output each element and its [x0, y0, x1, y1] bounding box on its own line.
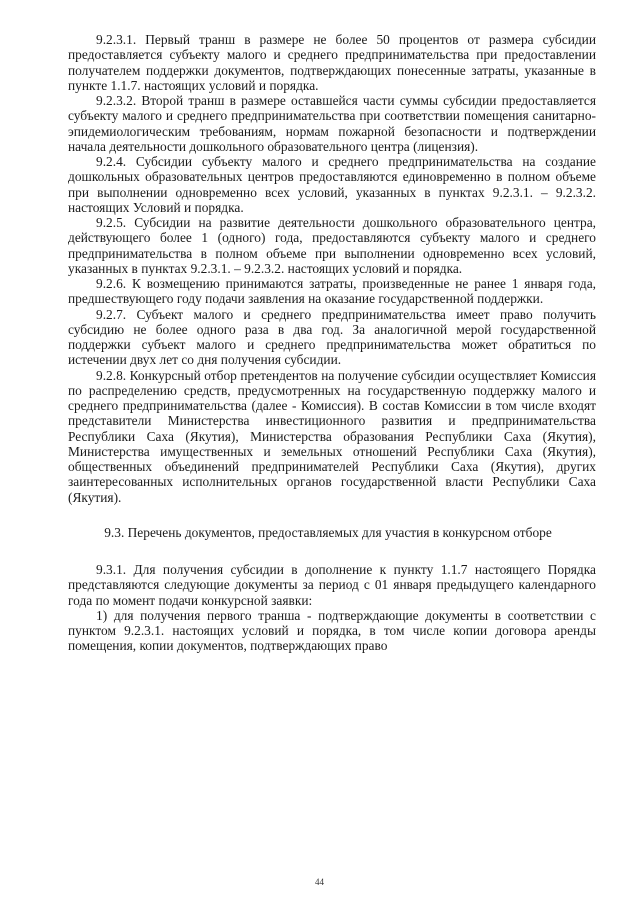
paragraph-9-2-3-2: 9.2.3.2. Второй транш в размере оставшейся части суммы субсидии предоставляется субъекту малого и среднего предпринимательства при соответствии помещения санитарно-эпидемиологическим требованиям, нормам пожарной безопасности и подтверждении начала деятельности дошкольного образовательного центра (лицензия).	[68, 93, 596, 154]
section-heading-9-3: 9.3. Перечень документов, предоставляемых для участия в конкурсном отборе	[104, 524, 552, 540]
page-number: 44	[315, 877, 324, 887]
paragraph-9-2-8: 9.2.8. Конкурсный отбор претендентов на получение субсидии осуществляет Комиссия по распределению средств, предусмотренных на государственную поддержку малого и среднего предпринимательства (далее - Комиссия). В состав Комиссии в том числе входят представители Министерства инвестиционного развития и предпринимательства Республики Саха (Якутия), Министерства образования Республики Саха (Якутия), Министерства имущественных и земельных отношений Республики Саха (Якутия), общественных объединений предпринимателей Республики Саха (Якутия), других заинтересованных исполнительных органов государственной власти Республики Саха (Якутия).	[68, 367, 596, 505]
paragraph-9-2-3-1: 9.2.3.1. Первый транш в размере не более 50 процентов от размера субсидии предоставляется субъекту малого и среднего предпринимательства при предоставлении получателем поддержки документов, подтверждающих понесенные затраты, указанные в пункте 1.1.7. настоящих условий и порядка.	[68, 32, 596, 93]
document-page	[68, 32, 596, 654]
paragraph-9-3-1: 9.3.1. Для получения субсидии в дополнение к пункту 1.1.7 настоящего Порядка представляются следующие документы за период с 01 января предыдущего календарного года по момент подачи конкурсной заявки:	[68, 562, 596, 608]
paragraph-9-2-6: 9.2.6. К возмещению принимаются затраты, произведенные не ранее 1 января года, предшествующего году подачи заявления на оказание государственной поддержки.	[68, 276, 596, 307]
paragraph-9-2-5: 9.2.5. Субсидии на развитие деятельности дошкольного образовательного центра, действующего более 1 (одного) года, предоставляются субъекту малого и среднего предпринимательства в полном объеме при выполнении одновременно всех условий, указанных в пунктах 9.2.3.1. – 9.2.3.2. настоящих условий и порядка.	[68, 215, 596, 276]
paragraph-9-2-7: 9.2.7. Субъект малого и среднего предпринимательства имеет право получить субсидию не более одного раза в два год. За аналогичной мерой государственной поддержки субъект малого и среднего предпринимательства может обратиться по истечении двух лет со дня получения субсидии.	[68, 306, 596, 368]
list-item-1: 1) для получения первого транша - подтверждающие документы в соответствии с пунктом 9.2.3.1. настоящих условий и порядка, в том числе копии договора аренды помещения, копии документов, подтверждающих право	[68, 607, 596, 654]
paragraph-9-2-4: 9.2.4. Субсидии субъекту малого и среднего предпринимательства на создание дошкольных образовательных центров предоставляются единовременно в полном объеме при выполнении одновременно всех условий, указанных в пунктах 9.2.3.1. – 9.2.3.2. настоящих Условий и порядка.	[68, 154, 596, 215]
